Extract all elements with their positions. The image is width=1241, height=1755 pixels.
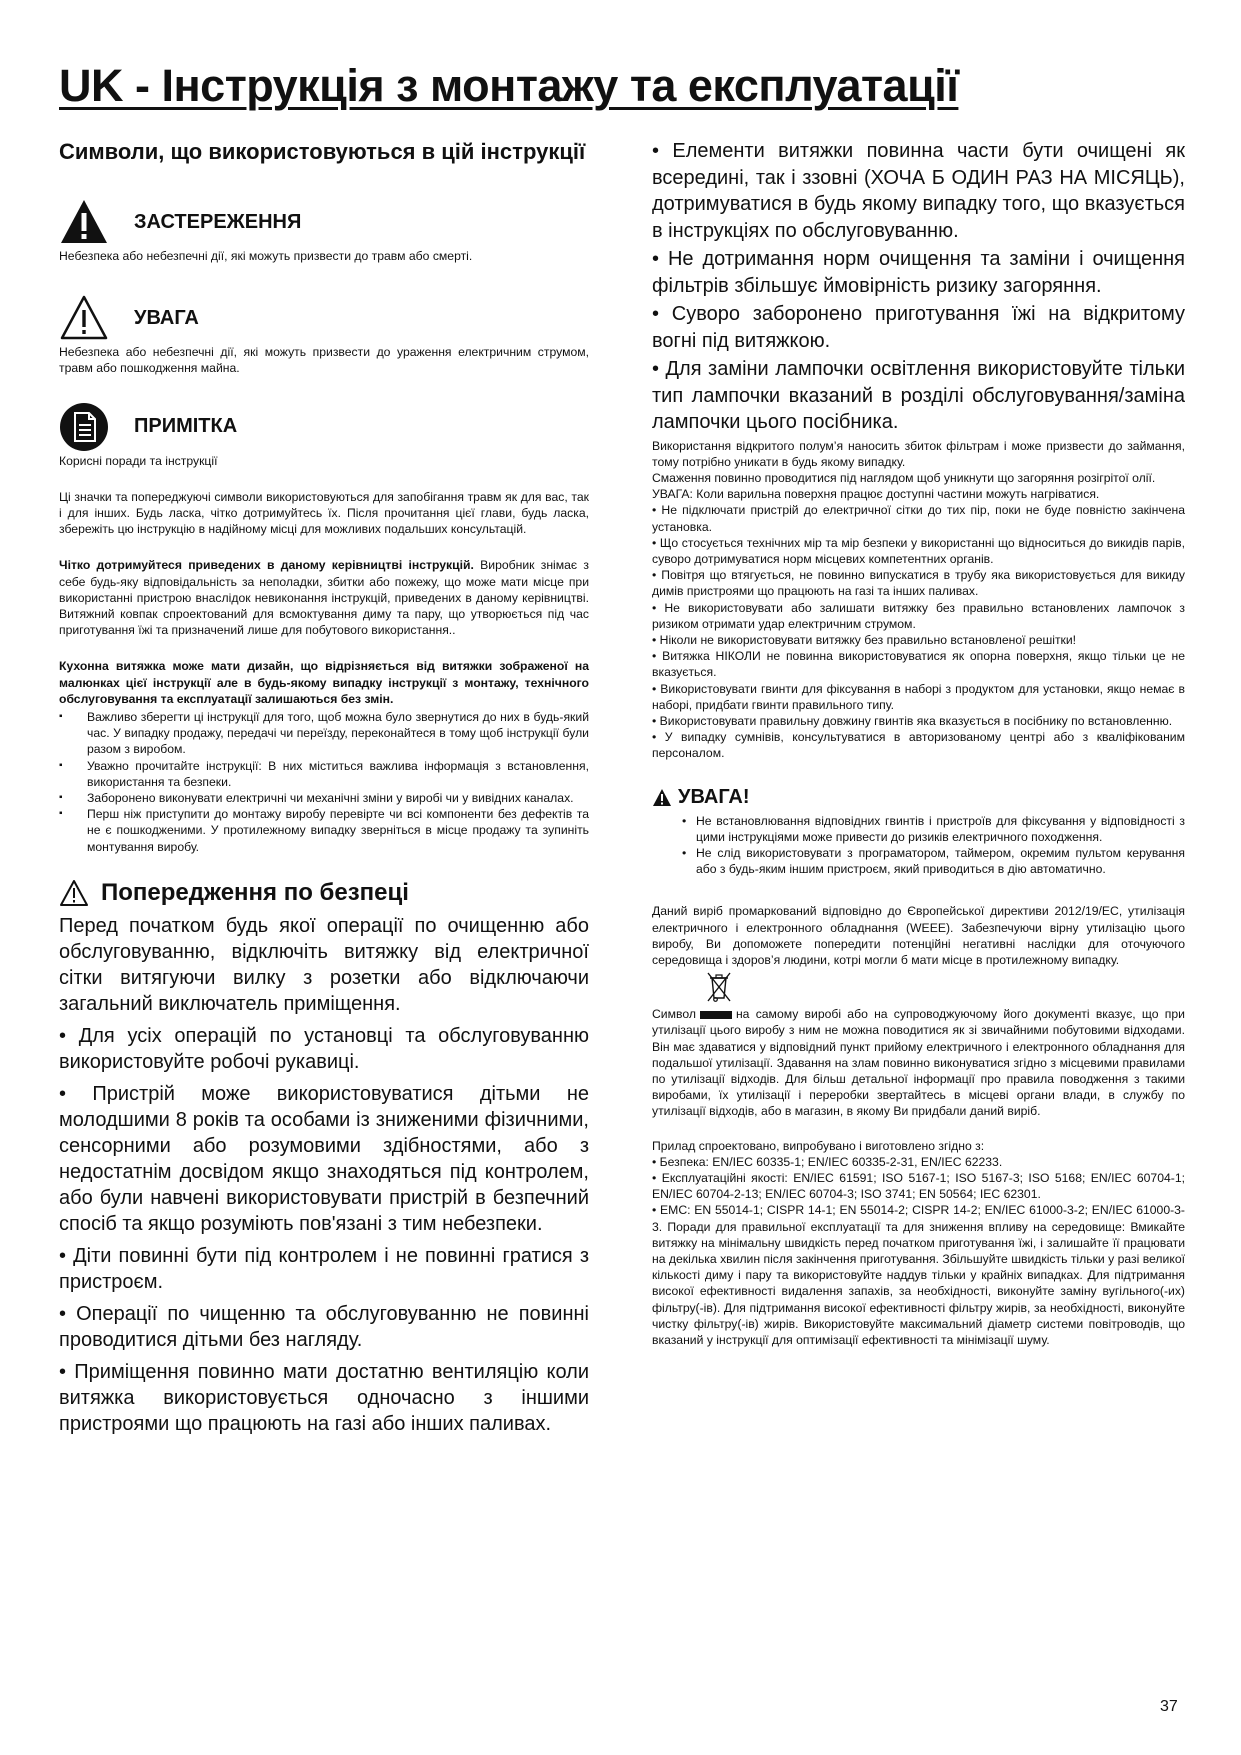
safety-paragraph: • Приміщення повинно мати достатню вентиляцію коли витяжка використовується одночасно з іншими пристроями що працюють на газі або інших паливах.	[59, 1360, 589, 1435]
follow-instructions-bold: Чітко дотримуйтеся приведених в даному керівництві інструкцій.	[59, 558, 474, 573]
right-note: • Використовувати правильну довжину гвинтів яка вказується в посібнику по встановленню.	[652, 713, 1173, 728]
weee-text: Даний виріб промаркований відповідно до Європейської директиви 2012/19/ЕС, утилізація електричного і електронного обладнання (WEEE). Забезпечуючи вірну утилізацію цього виробу, Ви допоможете попередити потенційні негативні наслідки для оточуючого середовища і здоров’я людини, котрі могли б мати місце в протилежному випадку.	[652, 904, 1185, 967]
caution-title: УВАГА	[134, 306, 199, 329]
attention-list	[652, 813, 1185, 878]
safety-heading-row	[59, 879, 589, 907]
safety-heading: Попередження по безпеці	[101, 878, 409, 906]
note-symbol-row	[59, 399, 589, 455]
warning-filled-icon	[652, 788, 672, 807]
symbols-heading: Символи, що використовуються в цій інструкції	[59, 139, 586, 164]
left-column	[59, 138, 589, 1437]
warning-outline-icon	[59, 879, 89, 907]
right-column	[652, 138, 1185, 1348]
safety-paragraph: • Для усіх операцій по установці та обслуговуванню використовуйте робочі рукавиці.	[59, 1024, 589, 1073]
weee-symbol-lead: Символ	[652, 1007, 696, 1022]
standards-performance: • Експлуатаційні якості: EN/IEC 61591; ISO 5167-1; ISO 5167-3; ISO 5168; EN/IEC 60704-1; EN/IEC 60704-2-13; EN/IEC 60704-3; ISO 3741; EN 50564; IEC 62301.	[652, 1171, 1185, 1202]
right-note: УВАГА: Коли варильна поверхня працює доступні частини можуть нагріватися.	[652, 487, 1100, 502]
right-note: • Не підключати пристрій до електричної сітки до тих пір, поки не буде повністю закінчена установка.	[652, 503, 1185, 534]
safety-paragraph: Перед початком будь якої операції по очищенню або обслуговуванню, відключіть витяжку від електричної сітки витягуючи вилку з розетки або відключаючи загальний виключатель приміщення.	[59, 914, 589, 1015]
attention-heading-row	[652, 786, 1185, 809]
safety-paragraph: • Пристрій може використовуватися дітьми не молодшими 8 років та особами із зниженими фізичними, сенсорними або розумовими здібностями, або з недостатнім досвідом якщо знаходяться під контролем, або були навчені використовувати пристрій в безпечний спосіб та якщо розуміють пов'язані з тим небезпеки.	[59, 1082, 589, 1235]
right-note: • Використовувати гвинти для фіксування в наборі з продуктом для установки, якщо немає в наборі, придбати гвинти правильного типу.	[652, 681, 1185, 712]
design-note: Кухонна витяжка може мати дизайн, що відрізняється від витяжки зображеної на малюнках цієї інструкції але в будь-якому випадку інструкції з монтажу, технічного обслуговування та експлуатації залишаються без змін.	[59, 659, 589, 706]
weee-symbol-text	[652, 1006, 1185, 1119]
warning-symbol-row	[59, 194, 589, 250]
caution-description: Небезпека або небезпечні дії, які можуть призвести до ураження електричним струмом, травм або пошкодження майна.	[59, 345, 589, 376]
right-note: • У випадку сумнівів, консультуватися в авторизованому центрі або з кваліфікованим персоналом.	[652, 730, 1185, 761]
standards-safety: • Безпека: EN/IEC 60335-1; EN/IEC 60335-2-31, EN/IEC 62233.	[652, 1154, 1003, 1169]
safety-paragraph: • Діти повинні бути під контролем і не повинні гратися з пристроєм.	[59, 1244, 589, 1293]
attention-title: УВАГА!	[678, 785, 750, 808]
list-item: ▪ Заборонено виконувати електричні чи механічні зміни у виробі чи у вивідних каналах.	[59, 790, 589, 806]
page-title: UK - Інструкція з монтажу та експлуатації	[59, 60, 959, 111]
black-bar-symbol	[700, 1011, 732, 1019]
standards-emc: • EMC: EN 55014-1; CISPR 14-1; EN 55014-2; CISPR 14-2; EN/IEC 61000-3-2; EN/IEC 61000-3-3. Поради для правильної експлуатації та для зниження впливу на середовище: Вмикайте витяжку на мінімальну швидкість перед початком приготування їжі, і залишайте її працювати на декілька хвилин після закінчення приготування. Збільшуйте швидкість тільки у разі великої кількості диму і пару та використовуйте наддув тільки у крайніх випадках. Для підтримання високої ефективності видалення запахів, за необхідності, виконуйте заміну вугільного(-их) фільтру(-ів). Для підтримання високої ефективності фільтру жирів, за необхідності, виконуйте чистку фільтру(-ів) жирів. Використовуйте максимальний діаметр системи повітроводів, що вказаний у інструкції для оптимізації ефективності та мінімізації шуму.	[652, 1203, 1185, 1348]
right-note: Використання відкритого полум’я наносить збиток фільтрам і може призвести до займання, тому потрібно уникати в будь якому випадку.	[652, 438, 1185, 469]
page-number: 37	[1160, 1698, 1178, 1715]
right-note: • Що стосується технічних мір та мір безпеки у використанні що відноситься до викидів парів, суворо дотримуватися норм місцевих компетентних органів.	[652, 535, 1185, 566]
weee-symbol-body: на самому виробі або на супроводжуючому його документі вказує, що при утилізації цього виробу з ним не можна поводитися як зі звичайними побутовими відходами. Він має здаватися у відповідний пункт прийому електричного і електронного обладнання для подальшої утилізації. Здавання на злам повинно виконуватися згідно з місцевими правилами по утилізації відходів. Для більш детальної інформації про правила поводження з такими виробами, їх утилізації і переробки звертайтесь в місцеві органи влади, в службу по утилізації відходів, або в магазин, в якому Ви придбали даний виріб.	[652, 1007, 1185, 1119]
list-item: • Не слід використовувати з програматором, таймером, окремим пультом керування або з будь-яким іншим пристроєм, який приводиться в дію автоматично.	[682, 845, 1185, 877]
note-icon	[59, 402, 109, 452]
right-note: • Витяжка НІКОЛИ не повинна використовуватися як опорна поверхня, якщо тільки це не вказується.	[652, 649, 1185, 680]
warning-filled-icon	[59, 197, 109, 247]
list-item: ▪ Перш ніж приступити до монтажу виробу перевірте чи всі компоненти без дефектів та не є пошкодженими. У протилежному випадку зверніться в місце продажу та зупиніть монтування виробу.	[59, 806, 589, 855]
left-bullet-list	[59, 709, 589, 855]
note-title: ПРИМІТКА	[134, 415, 238, 438]
list-item: ▪ Важливо зберегти ці інструкції для того, щоб можна було звернутися до них в будь-який час. У випадку продажу, передачі чи переїзду, переконайтеся в тому щоб інструкції були разом з виробом.	[59, 709, 589, 758]
right-paragraph: • Для заміни лампочки освітлення використовуйте тільки тип лампочки вказаний в розділі обслуговування/заміна лампочки цього посібника.	[652, 358, 1185, 433]
symbols-intro: Ці значки та попереджуючі символи використовуються для запобігання травм як для вас, так і для інших. Будь ласка, чітко дотримуйтесь їх. Після прочитання цієї глави, будь ласка, збережіть цю інструкцію в надійному місці для можливих подальших консультацій.	[59, 489, 589, 537]
warning-outline-icon	[59, 293, 109, 343]
right-paragraph: • Суворо заборонено приготування їжі на відкритому вогні під витяжкою.	[652, 303, 1185, 352]
right-paragraph: • Не дотримання норм очищення та заміни і очищення фільтрів збільшує ймовірність ризику загоряння.	[652, 248, 1185, 297]
right-note: • Не використовувати або залишати витяжку без правильно встановлених лампочок з ризиком отримати удар електричним струмом.	[652, 600, 1185, 631]
warning-title: ЗАСТЕРЕЖЕННЯ	[134, 210, 302, 233]
right-paragraph: • Елементи витяжки повинна части бути очищені як всередині, так і ззовні (ХОЧА Б ОДИН РАЗ НА МІСЯЦЬ), дотримуватися в будь якому випадку того, що вказується в інструкціях по обслуговуванню.	[652, 140, 1185, 242]
safety-paragraph: • Операції по чищенню та обслуговуванню не повинні проводитися дітьми без нагляду.	[59, 1302, 589, 1351]
standards-intro: Прилад спроектовано, випробувано і виготовлено згідно з:	[652, 1138, 985, 1153]
crossed-bin-icon	[706, 970, 732, 1004]
follow-instructions-text: Виробник знімає з себе будь-яку відповідальність за неполадки, збитки або пожежу, що може мати місце при використанні пристрою внаслідок невиконання інструкцій, приведених в даному керівництві. Витяжний ковпак спроектований для всмоктування диму та пару, що утворюється під час приготування їжі та призначений лише для побутового використання..	[59, 558, 589, 638]
right-note: • Повітря що втягується, не повинно випускатися в трубу яка використовується для викиду димів пристроями що працюють на газі та інших паливах.	[652, 568, 1185, 599]
note-description: Корисні поради та інструкції	[59, 453, 218, 468]
caution-symbol-row	[59, 290, 589, 346]
list-item: • Не встановлювання відповідних гвинтів і пристроїв для фіксування у відповідності з цими інструкціями може привести до ризиків електричного походження.	[682, 813, 1185, 845]
right-note: • Ніколи не використовувати витяжку без правильно встановленої решітки!	[652, 632, 1077, 647]
follow-instructions	[59, 557, 589, 638]
warning-description: Небезпека або небезпечні дії, які можуть призвести до травм або смерті.	[59, 249, 473, 263]
right-note: Смаження повинно проводитися під наглядом щоб уникнути що загоряння розігрітої олії.	[652, 470, 1156, 485]
list-item: ▪ Уважно прочитайте інструкції: В них міститься важлива інформація з встановлення, використання та безпеки.	[59, 758, 589, 790]
